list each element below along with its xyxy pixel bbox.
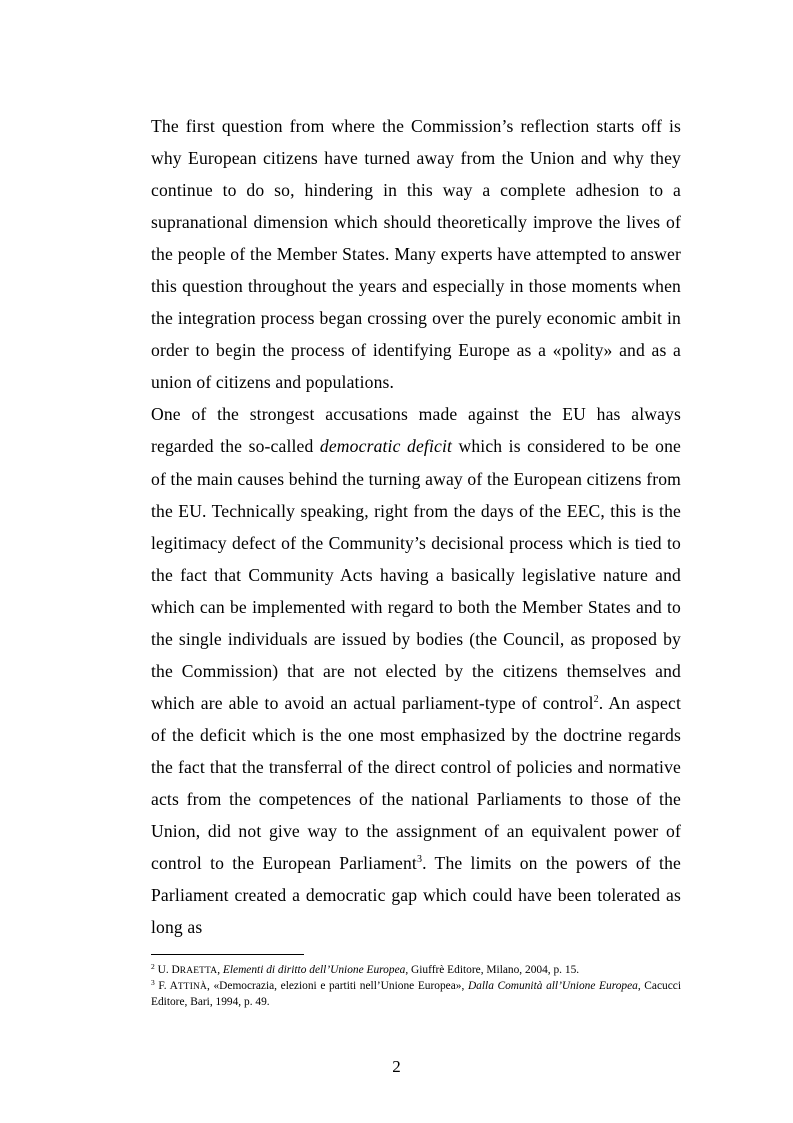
paragraph-2-part-c: . An aspect of the deficit which is the one most emphasized by the doctrine regards the fact that the transferral of the direct control of policies and normative acts from the competences of the national Parliaments to those of the Union, did not give way to the assignment of an equivalent power of control to the European Parliament <box>151 692 682 874</box>
footnote-number: 2 <box>151 962 155 971</box>
paragraph-2-part-d: . The limits on the powers of the Parliament created a democratic gap which could have been tolerated as long as <box>151 853 681 938</box>
paragraph-2-part-b: which is considered to be one of the main causes behind the turning away of the European citizens from the EU. Technically speaking, right from the days of the EEC, this is the legitimacy defect of the Community’s decisional process which is tied to the fact that Community Acts having a basically legislative nature and which can be implemented with regard to both the Member States and to the single individuals are issued by bodies (the Council, as proposed by the Commission) that are not elected by the citizens themselves and which are able to avoid an actual parliament-type of control <box>151 436 681 713</box>
footnotes <box>151 963 681 1011</box>
emphasis-democratic-deficit: democratic deficit <box>319 436 453 457</box>
page-body <box>151 110 681 943</box>
footnote-title: Dalla Comunità all’Unione Europea <box>467 980 638 993</box>
footnote-title: Elementi di diritto dell’Unione Europea <box>222 964 406 976</box>
footnote-ref-3: 3 <box>416 854 423 866</box>
footnote-2: $^2$ U. DRAETTA, Elementi di diritto dell’Unione Europea, Giuffrè Editore, Milano, 2004, p. 15. <box>151 962 580 976</box>
page-number: 2 <box>392 1057 401 1076</box>
paragraph-2-part-a: One of the strongest accusations made against the EU has always regarded the so-called <box>151 404 681 457</box>
footnote-number: 3 <box>151 978 155 988</box>
paragraph-1: The first question from where the Commission’s reflection starts off is why European citizens have turned away from the Union and why they continue to do so, hindering in this way a complete adhesion to a supranational dimension which should theoretically improve the lives of the people of the Member States. Many experts have attempted to answer this question throughout the years and especially in those moments when the integration process began crossing over the purely economic ambit in order to begin the process of identifying Europe as a «polity» and as a union of citizens and populations. <box>151 116 681 393</box>
footnote-separator <box>151 954 304 955</box>
footnote-3: $^3$ F. ATTINÀ, «Democrazia, elezioni e partiti nell’Unione Europea», Dalla Comunità all’Unione Europea, Cacucci Editore, Bari, 1994, p. 49. <box>151 978 681 1009</box>
body-text <box>151 110 681 943</box>
paragraph-2 <box>151 398 681 943</box>
footnote-ref-2: 2 <box>593 693 599 705</box>
